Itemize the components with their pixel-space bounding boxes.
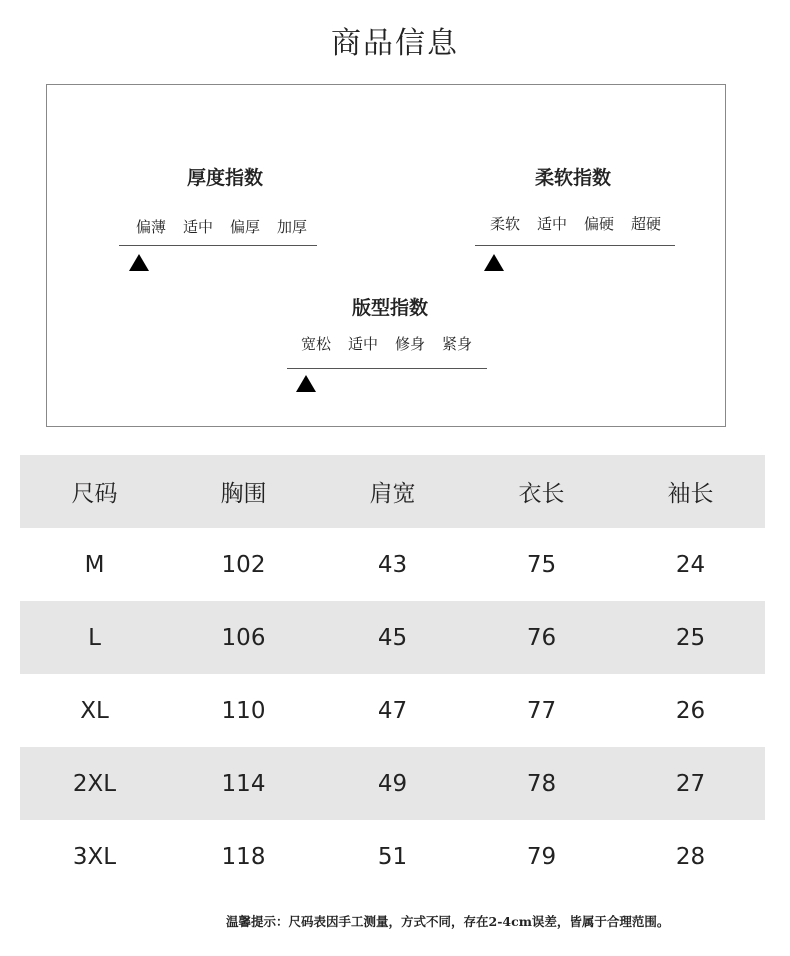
fit-scale-line [287, 368, 487, 369]
softness-option: 柔软 [490, 215, 521, 233]
table-row [20, 528, 765, 601]
thickness-option: 偏厚 [230, 218, 261, 236]
table-cell: 76 [526, 624, 557, 651]
measurement-note: 温馨提示：尺码表因手工测量，方式不同，存在2-4cm误差，皆属于合理范围。 [226, 914, 670, 929]
header-cell: 胸围 [220, 481, 267, 507]
product-index-panel [46, 84, 726, 427]
size-cell: 2XL [72, 770, 117, 797]
fit-option: 修身 [395, 335, 426, 353]
header-cell: 衣长 [518, 481, 565, 507]
size-cell: M [84, 551, 105, 578]
fit-option: 适中 [348, 335, 379, 353]
table-cell: 47 [377, 697, 408, 724]
table-row [20, 820, 765, 893]
page-title: 商品信息 [331, 26, 459, 61]
thickness-scale-line [119, 245, 317, 246]
table-row [20, 674, 765, 747]
table-cell: 28 [675, 843, 706, 870]
table-cell: 79 [526, 843, 557, 870]
table-cell: 118 [221, 843, 266, 870]
table-cell: 78 [526, 770, 557, 797]
thickness-marker-triangle-icon [129, 254, 149, 271]
thickness-option: 偏薄 [136, 218, 167, 236]
table-cell: 114 [221, 770, 266, 797]
size-cell: L [88, 624, 101, 651]
fit-marker-triangle-icon [296, 375, 316, 392]
table-cell: 51 [377, 843, 408, 870]
table-cell: 49 [377, 770, 408, 797]
table-row [20, 601, 765, 674]
softness-marker-triangle-icon [484, 254, 504, 271]
header-cell: 肩宽 [369, 481, 416, 507]
size-cell: XL [80, 697, 109, 724]
table-cell: 24 [675, 551, 706, 578]
table-cell: 106 [221, 624, 266, 651]
table-cell: 45 [377, 624, 408, 651]
table-cell: 77 [526, 697, 557, 724]
softness-option: 偏硬 [584, 215, 615, 233]
table-cell: 26 [675, 697, 706, 724]
fit-option: 宽松 [301, 335, 332, 353]
size-table [20, 455, 765, 893]
softness-scale-line [475, 245, 675, 246]
table-cell: 43 [377, 551, 408, 578]
softness-options [490, 213, 678, 234]
table-cell: 25 [675, 624, 706, 651]
fit-index-title: 版型指数 [352, 297, 429, 319]
softness-option: 适中 [537, 215, 568, 233]
header-cell: 尺码 [71, 481, 118, 507]
fit-option: 紧身 [442, 335, 473, 353]
table-cell: 75 [526, 551, 557, 578]
table-cell: 102 [221, 551, 266, 578]
thickness-index-title: 厚度指数 [187, 167, 264, 189]
softness-option: 超硬 [631, 215, 662, 233]
header-cell: 袖长 [667, 481, 714, 507]
thickness-options [136, 216, 324, 237]
size-cell: 3XL [72, 843, 117, 870]
thickness-option: 适中 [183, 218, 214, 236]
table-cell: 110 [221, 697, 266, 724]
softness-index-title: 柔软指数 [535, 167, 612, 189]
table-row [20, 747, 765, 820]
table-cell: 27 [675, 770, 706, 797]
thickness-option: 加厚 [277, 218, 308, 236]
fit-options [301, 333, 489, 354]
table-header-row [20, 455, 765, 528]
